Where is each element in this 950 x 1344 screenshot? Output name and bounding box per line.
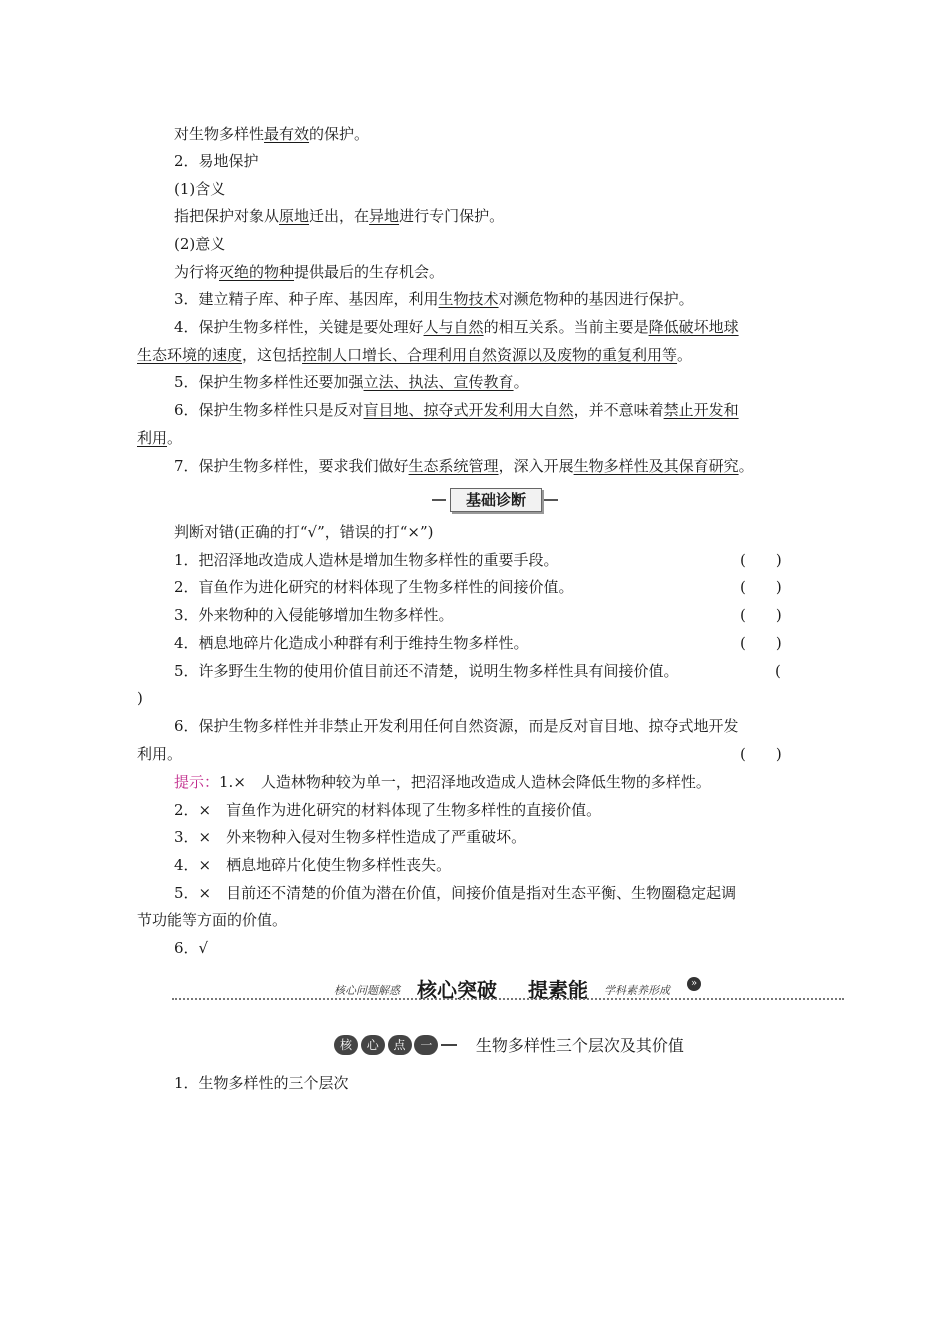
text-line xyxy=(174,289,694,309)
sub-heading: (2)意义 xyxy=(174,235,226,253)
core-point-title: 生物多样性三个层次及其价值 xyxy=(475,1036,684,1055)
text-line xyxy=(174,456,754,476)
text: 。 xyxy=(677,346,693,364)
underlined-term: 控制人口增长、合理利用自然资源以及废物的重复利用等 xyxy=(302,346,678,364)
answer-blank: ( ) xyxy=(740,634,782,652)
answer-blank: ( ) xyxy=(740,578,782,596)
core-seal: 一 xyxy=(414,1035,438,1055)
section-heading: 2．易地保护 xyxy=(174,152,259,170)
question-item: 5．许多野生生物的使用价值目前还不清楚，说明生物多样性具有间接价值。 xyxy=(174,662,679,680)
instruction: 判断对错(正确的打“√”，错误的打“×”) xyxy=(174,523,434,541)
text: 迁出，在 xyxy=(309,207,370,225)
underlined-term: 生物技术 xyxy=(438,290,499,308)
banner-left-caption: 核心问题解惑 xyxy=(334,984,400,997)
answer-line xyxy=(174,772,711,792)
core-point-heading xyxy=(334,1033,684,1055)
underlined-term: 盲目地、掠夺式开发利用大自然 xyxy=(363,401,574,419)
text: 5．保护生物多样性还要加强 xyxy=(174,373,364,391)
underlined-term: 生态环境的速度 xyxy=(137,346,243,364)
section-badge xyxy=(432,488,558,512)
answer-blank-open: ( xyxy=(775,662,781,680)
text-line xyxy=(137,428,182,448)
underlined-term: 生物多样性及其保育研究 xyxy=(573,457,739,475)
underlined-term: 降低破坏地球 xyxy=(648,318,739,336)
badge-right-rule xyxy=(544,499,558,501)
underlined-term: 禁止开发和 xyxy=(663,401,739,419)
underlined-term: 原地 xyxy=(279,207,310,225)
badge-label: 基础诊断 xyxy=(450,488,542,512)
answer-line: 5．× 目前还不清楚的价值为潜在价值，间接价值是指对生态平衡、生物圈稳定起调 xyxy=(174,884,737,902)
text-line xyxy=(174,400,739,420)
answer-blank: ( ) xyxy=(740,745,782,763)
core-seal-tail xyxy=(441,1044,457,1046)
question-item: 3．外来物种的入侵能够增加生物多样性。 xyxy=(174,606,454,624)
answer-blank-close: ) xyxy=(137,689,143,707)
text: 对濒危物种的基因进行保护。 xyxy=(498,290,694,308)
text: 指把保护对象从 xyxy=(174,207,280,225)
answer-line: 3．× 外来物种入侵对生物多样性造成了严重破坏。 xyxy=(174,828,527,846)
section-banner xyxy=(172,972,844,1002)
answer-line: 2．× 盲鱼作为进化研究的材料体现了生物多样性的直接价值。 xyxy=(174,801,602,819)
underlined-term: 异地 xyxy=(369,207,400,225)
answer-line: 6．√ xyxy=(174,939,209,957)
answer-line: 节功能等方面的价值。 xyxy=(137,911,288,929)
text-line xyxy=(174,317,739,337)
underlined-term: 最有效 xyxy=(264,125,310,143)
core-seal: 点 xyxy=(388,1035,412,1055)
text-line xyxy=(174,206,504,226)
underlined-term: 人与自然 xyxy=(423,318,484,336)
text: 4．保护生物多样性，关键是要处理好 xyxy=(174,318,424,336)
text: 。 xyxy=(167,429,183,447)
question-item: 2．盲鱼作为进化研究的材料体现了生物多样性的间接价值。 xyxy=(174,578,574,596)
answer-blank: ( ) xyxy=(740,606,782,624)
text: 提供最后的生存机会。 xyxy=(294,263,445,281)
text-line xyxy=(174,372,529,392)
text: 7．保护生物多样性，要求我们做好 xyxy=(174,457,409,475)
answer-blank: ( ) xyxy=(740,551,782,569)
text: 6．保护生物多样性只是反对 xyxy=(174,401,364,419)
text: 的相互关系。当前主要是 xyxy=(483,318,649,336)
text: ，并不意味着 xyxy=(573,401,664,419)
text: 对生物多样性 xyxy=(174,125,265,143)
question-item: 1．把沼泽地改造成人造林是增加生物多样性的重要手段。 xyxy=(174,551,559,569)
banner-rule xyxy=(172,998,844,1000)
text: 。 xyxy=(513,373,529,391)
question-item: 6．保护生物多样性并非禁止开发利用任何自然资源，而是反对盲目地、掠夺式地开发 xyxy=(174,717,739,735)
underlined-term: 灭绝的物种 xyxy=(219,263,295,281)
text: 为行将 xyxy=(174,263,220,281)
banner-title-right: 提素能 xyxy=(528,978,588,1002)
underlined-term: 立法、执法、宣传教育 xyxy=(363,373,514,391)
core-seal: 心 xyxy=(361,1035,385,1055)
question-item: 4．栖息地碎片化造成小种群有利于维持生物多样性。 xyxy=(174,634,529,652)
text-line xyxy=(137,345,692,365)
section-heading: 1．生物多样性的三个层次 xyxy=(174,1074,349,1092)
underlined-term: 利用 xyxy=(137,429,168,447)
hint-label: 提示： xyxy=(174,773,220,791)
core-seal: 核 xyxy=(334,1035,358,1055)
text: 的保护。 xyxy=(309,125,370,143)
double-arrow-icon: » xyxy=(687,977,701,991)
text: ，这包括 xyxy=(242,346,303,364)
text: 进行专门保护。 xyxy=(399,207,505,225)
text: 3．建立精子库、种子库、基因库，利用 xyxy=(174,290,439,308)
text: ，深入开展 xyxy=(498,457,574,475)
answer-text: 1.× 人造林物种较为单一，把沼泽地改造成人造林会降低生物的多样性。 xyxy=(219,773,711,791)
banner-right-caption: 学科素养形成 xyxy=(604,984,670,997)
banner-title-left: 核心突破 xyxy=(417,978,497,1002)
answer-line: 4．× 栖息地碎片化使生物多样性丧失。 xyxy=(174,856,452,874)
badge-left-rule xyxy=(432,499,446,501)
text-line xyxy=(174,124,369,144)
underlined-term: 生态系统管理 xyxy=(408,457,499,475)
sub-heading: (1)含义 xyxy=(174,180,226,198)
text-line xyxy=(174,262,444,282)
question-item: 利用。 xyxy=(137,745,183,763)
text: 。 xyxy=(738,457,754,475)
